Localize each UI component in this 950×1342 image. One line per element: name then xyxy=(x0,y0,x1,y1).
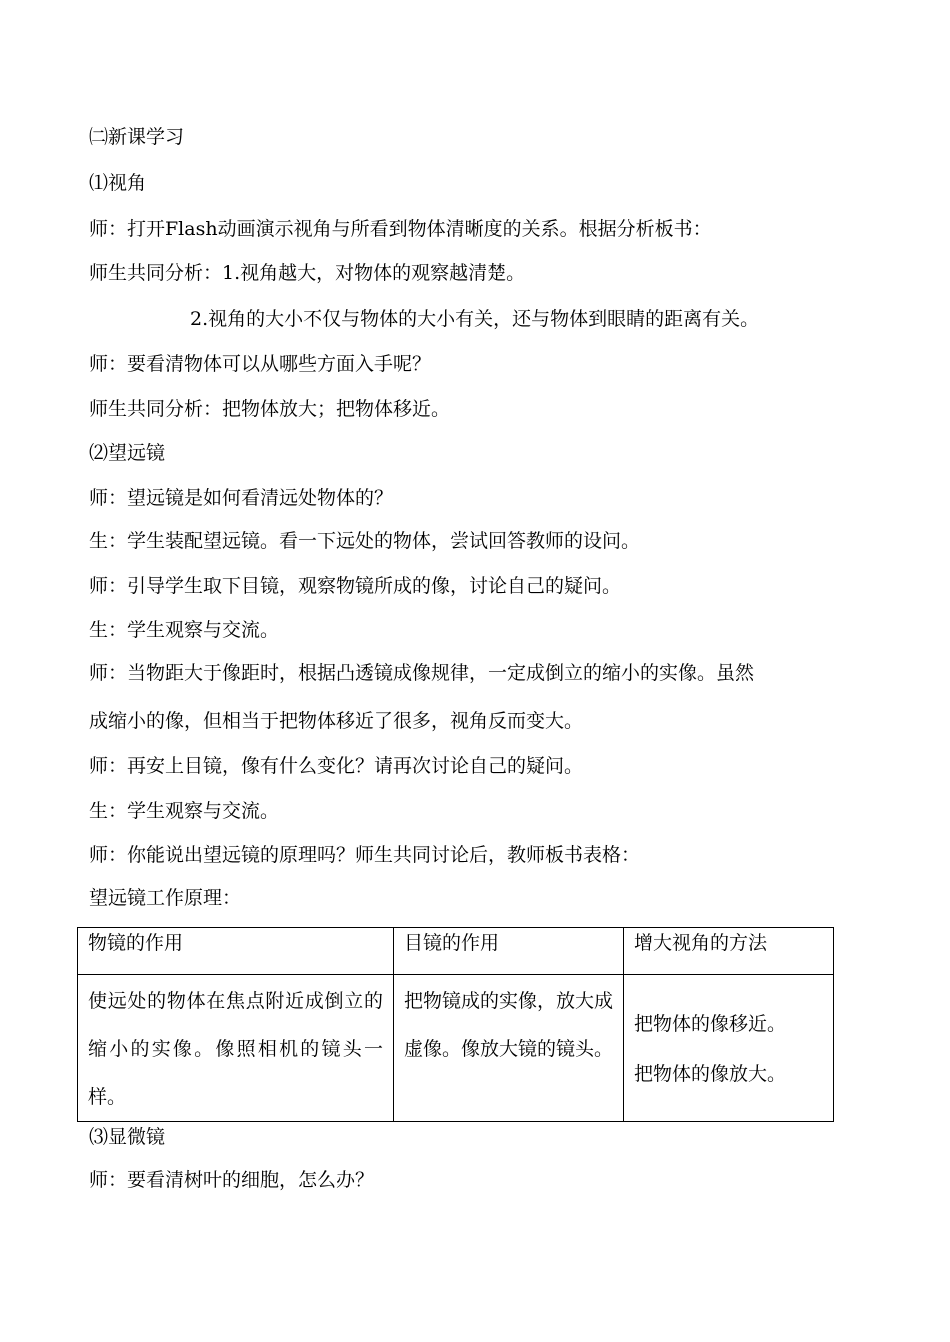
paragraph: 师：你能说出望远镜的原理吗？师生共同讨论后，教师板书表格： xyxy=(89,844,641,866)
method-item: 把物体的像放大。 xyxy=(634,1063,787,1085)
table-cell-eyepiece-role: 把物镜成的实像，放大成虚像。像放大镜的镜头。 xyxy=(394,975,624,1122)
telescope-principle-table xyxy=(77,927,834,1122)
table-caption: 望远镜工作原理： xyxy=(89,887,242,909)
table-cell-objective-role: 使远处的物体在焦点附近成倒立的缩小的实像。像照相机的镜头一样。 xyxy=(78,975,394,1122)
paragraph: 生：学生观察与交流。 xyxy=(89,800,280,822)
table-header-cell: 目镜的作用 xyxy=(394,928,624,975)
table-header-cell: 增大视角的方法 xyxy=(624,928,834,975)
table-header-row xyxy=(78,928,834,975)
paragraph: 师：打开Flash动画演示视角与所看到物体清晰度的关系。根据分析板书： xyxy=(89,218,712,240)
table-header-cell: 物镜的作用 xyxy=(78,928,394,975)
paragraph-indented: 2.视角的大小不仅与物体的大小有关，还与物体到眼睛的距离有关。 xyxy=(190,308,760,330)
section-heading-new-lesson: ㈡新课学习 xyxy=(89,126,185,148)
paragraph: 师生共同分析：1.视角越大，对物体的观察越清楚。 xyxy=(89,262,526,284)
subheading-telescope: ⑵望远镜 xyxy=(89,442,166,464)
paragraph: 师：要看清物体可以从哪些方面入手呢？ xyxy=(89,353,432,375)
subheading-visual-angle: ⑴视角 xyxy=(89,172,147,194)
table-cell-methods xyxy=(624,975,834,1122)
paragraph: 师：当物距大于像距时，根据凸透镜成像规律，一定成倒立的缩小的实像。虽然 xyxy=(89,662,755,684)
paragraph: 生：学生装配望远镜。看一下远处的物体，尝试回答教师的设问。 xyxy=(89,530,641,552)
paragraph: 师：引导学生取下目镜，观察物镜所成的像，讨论自己的疑问。 xyxy=(89,575,622,597)
method-item: 把物体的像移近。 xyxy=(634,1013,787,1035)
paragraph: 师：要看清树叶的细胞，怎么办？ xyxy=(89,1169,375,1191)
table-row xyxy=(78,975,834,1122)
paragraph: 师生共同分析：把物体放大；把物体移近。 xyxy=(89,398,451,420)
subheading-microscope: ⑶显微镜 xyxy=(89,1126,166,1148)
paragraph: 成缩小的像，但相当于把物体移近了很多，视角反而变大。 xyxy=(89,710,584,732)
paragraph: 师：再安上目镜，像有什么变化？请再次讨论自己的疑问。 xyxy=(89,755,584,777)
paragraph: 师：望远镜是如何看清远处物体的？ xyxy=(89,487,394,509)
paragraph: 生：学生观察与交流。 xyxy=(89,619,280,641)
